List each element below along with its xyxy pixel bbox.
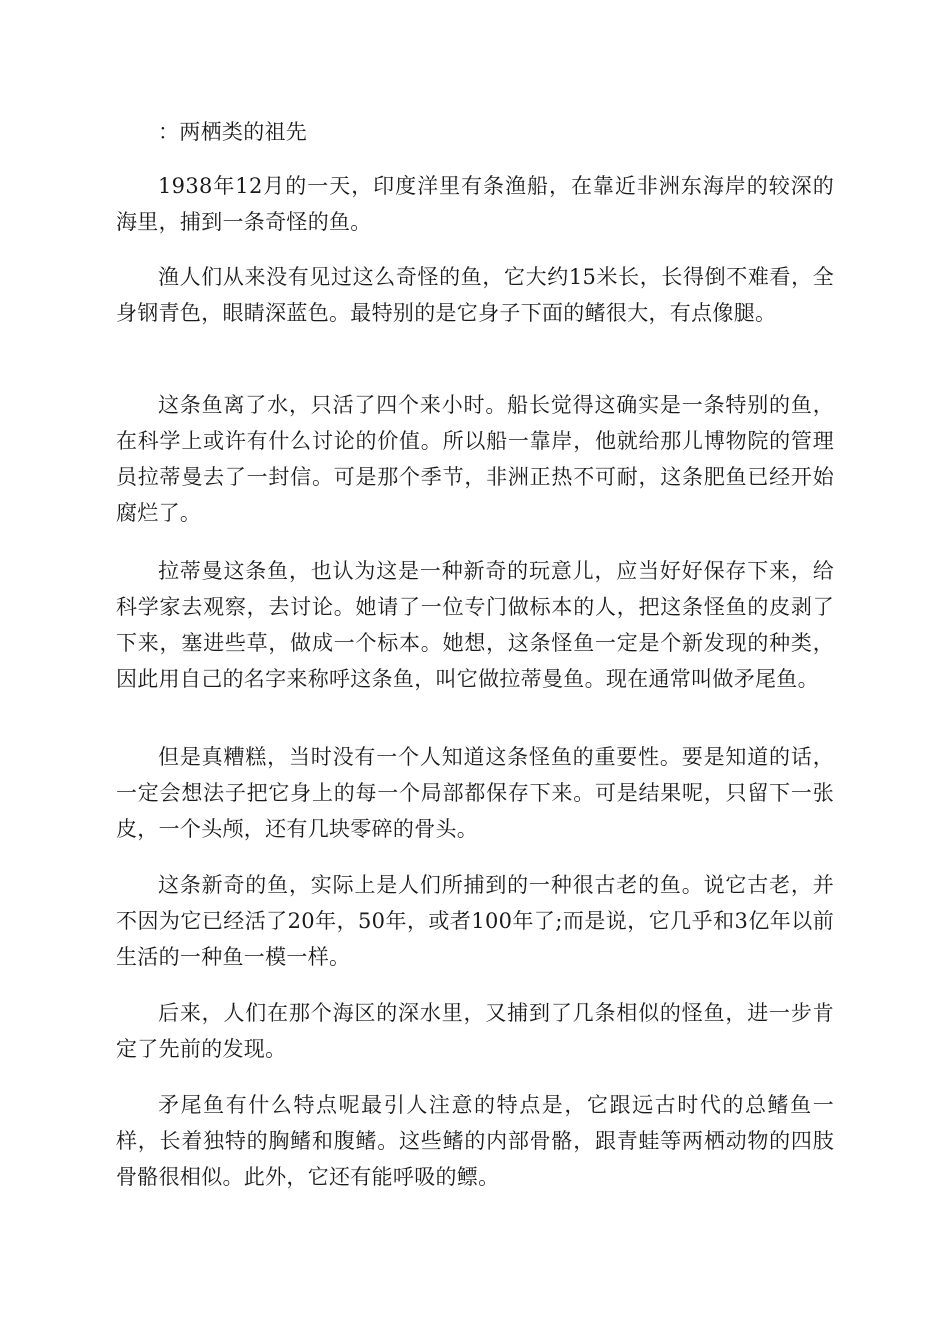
paragraph: 1938年12月的一天，印度洋里有条渔船，在靠近非洲东海岸的较深的海里，捕到一条奇怪的鱼。 <box>116 174 834 234</box>
paragraph: 渔人们从来没有见过这么奇怪的鱼，它大约15米长，长得倒不难看，全身钢青色，眼睛深蓝色。最特别的是它身子下面的鳍很大，有点像腿。 <box>116 265 834 325</box>
paragraph: 这条鱼离了水，只活了四个来小时。船长觉得这确实是一条特别的鱼，在科学上或许有什么讨论的价值。所以船一靠岸，他就给那儿博物院的管理员拉蒂曼去了一封信。可是那个季节，非洲正热不可耐，这条肥鱼已经开始腐烂了。 <box>116 393 834 525</box>
paragraph: 但是真糟糕，当时没有一个人知道这条怪鱼的重要性。要是知道的话，一定会想法子把它身上的每一个局部都保存下来。可是结果呢，只留下一张皮，一个头颅，还有几块零碎的骨头。 <box>116 745 834 841</box>
document-title: ：两栖类的祖先 <box>158 120 308 144</box>
paragraph: 这条新奇的鱼，实际上是人们所捕到的一种很古老的鱼。说它古老，并不因为它已经活了20年，50年，或者100年了;而是说，它几乎和3亿年以前生活的一种鱼一模一样。 <box>116 873 834 969</box>
paragraph: 后来，人们在那个海区的深水里，又捕到了几条相似的怪鱼，进一步肯定了先前的发现。 <box>116 1001 834 1061</box>
paragraph: 矛尾鱼有什么特点呢最引人注意的特点是，它跟远古时代的总鳍鱼一样，长着独特的胸鳍和腹鳍。这些鳍的内部骨骼，跟青蛙等两栖动物的四肢骨骼很相似。此外，它还有能呼吸的鳔。 <box>116 1093 834 1189</box>
paragraph: 拉蒂曼这条鱼，也认为这是一种新奇的玩意儿，应当好好保存下来，给科学家去观察，去讨论。她请了一位专门做标本的人，把这条怪鱼的皮剥了下来，塞进些草，做成一个标本。她想，这条怪鱼一定是个新发现的种类，因此用自己的名字来称呼这条鱼，叫它做拉蒂曼鱼。现在通常叫做矛尾鱼。 <box>116 559 834 691</box>
